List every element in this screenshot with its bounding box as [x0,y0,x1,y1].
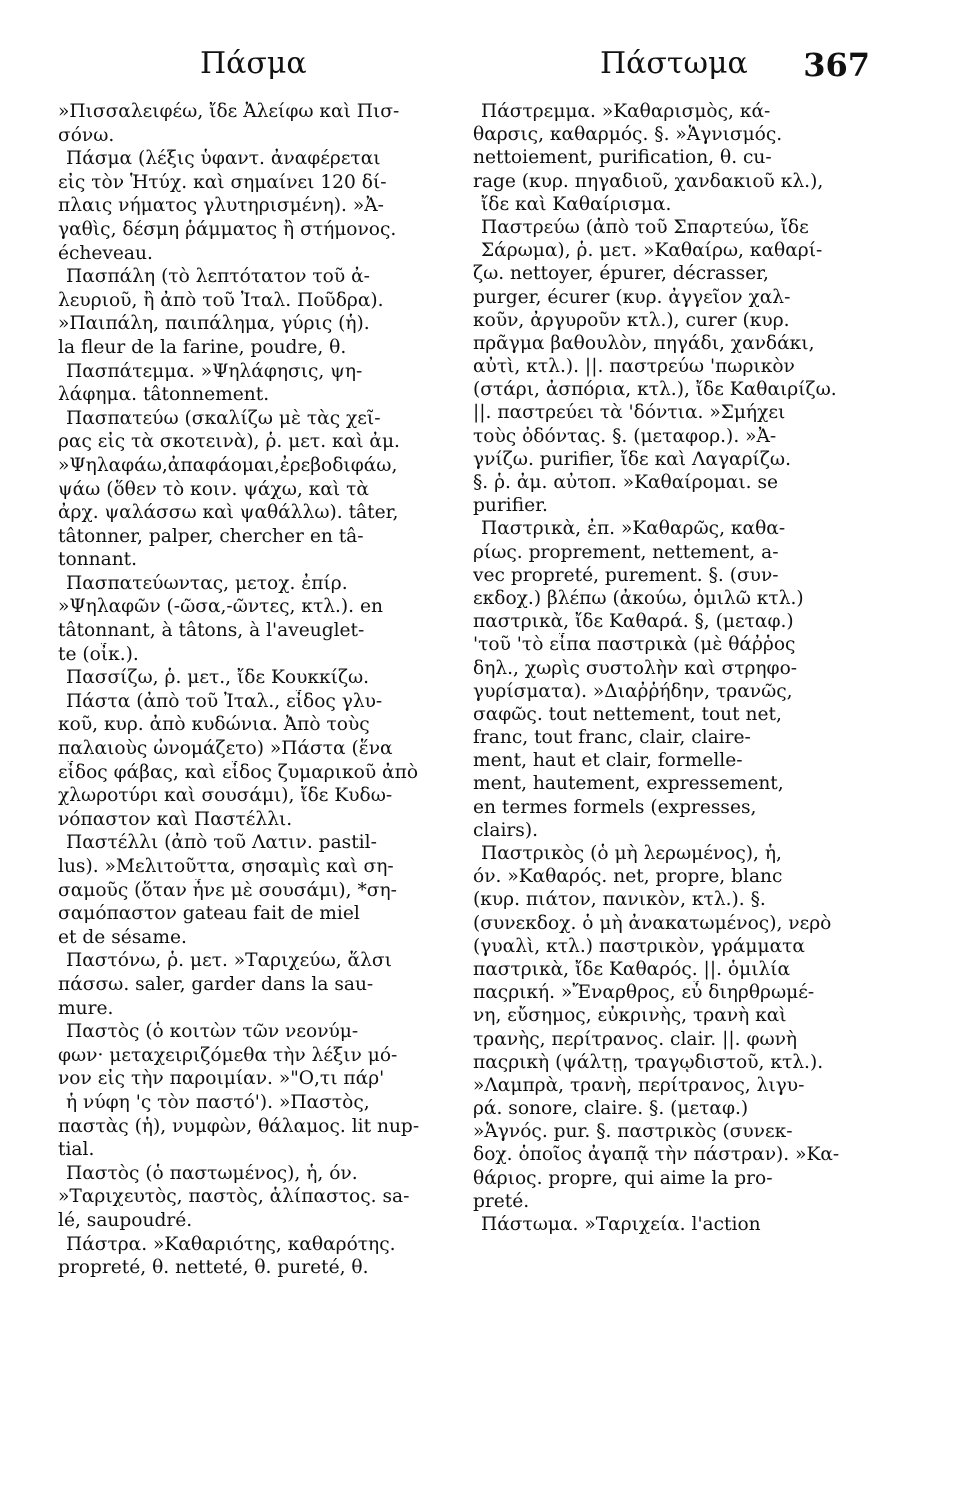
text-line: en termes formels (expresses, [473,796,757,818]
text-line: (γυαλὶ, κτλ.) παστρικὸν, γράμματα [473,935,805,957]
text-line: σόνω. [58,124,115,146]
text-line: γνίζω. purifier, ἴδε καὶ Λαγαρίζω. [473,448,791,470]
text-line: δοχ. ὁποῖος ἀγαπᾷ τὴν πάστραν). »Κα- [473,1144,840,1166]
text-line: rage (κυρ. πηγαδιοῦ, χανδακιοῦ κλ.), [473,170,824,192]
text-line: »Ἁγνός. pur. §. παστρικὸς (συνεκ- [473,1121,793,1143]
text-line: et de sésame. [58,926,187,948]
text-line: παστρικὰ, ἴδε Καθαρά. §, (μεταφ.) [473,611,794,633]
running-head-right: Πάστωμα [600,46,748,81]
text-line: lus). »Μελιτοῦττα, σησαμὶς καὶ ση- [58,856,394,877]
text-line: nettoiement, purification, θ. cu- [473,147,772,169]
text-line: Πάστα (ἀπὸ τοῦ Ἰταλ., εἶδος γλυ- [66,690,383,712]
text-line: (στάρι, ἀσπόρια, κτλ.), ἴδε Καθαιρίζω. [473,379,837,401]
text-line: Πασπάλη (τὸ λεπτότατον τοῦ ἀ- [66,266,370,288]
text-line: παςρική. »Ἔναρθρος, εὖ διηρθρωμέ- [473,982,815,1004]
text-line: σαμοῦς (ὅταν ἦνε μὲ σουσάμι), *ση- [58,879,397,901]
text-line: »Παιπάλη, παιπάλημα, γύρις (ἡ). [58,313,370,335]
text-line: purifier. [473,495,548,517]
text-line: θαρσις, καθαρμός. §. »Ἁγνισμός. [473,124,783,146]
text-line: γαθὶς, δέσμη ῥάμματος ἢ στήμονος. [58,218,397,240]
text-line: πλαις νήματος γλυτηρισμένη). »Ἀ- [58,195,384,217]
text-line: Παστόνω, ῥ. μετ. »Ταριχεύω, ἅλσι [66,950,392,972]
text-line: παστὰς (ἡ), νυμφὼν, θάλαμος. lit nup- [58,1115,420,1137]
text-line: παςρικὴ (ψάλτῃ, τραγῳδιστοῦ, κτλ.). [473,1051,824,1073]
text-line: Σάρωμα), ῥ. μετ. »Καθαίρω, καθαρί- [481,240,823,262]
text-line: πάσσω. saler, garder dans la sau- [58,973,374,995]
text-line: mure. [58,997,114,1019]
text-line: ment, hautement, expressement, [473,773,784,795]
text-line: tial. [58,1139,95,1161]
text-line: νη, εὔσημος, εὐκρινὴς, τρανὴ καὶ [473,1005,787,1027]
text-line: clairs). [473,819,538,841]
text-line: παστρικὰ, ἴδε Καθαρός. ||. ὁμιλία [473,958,791,980]
text-line: ||. παστρεύει τὰ 'δόντια. »Σμήχει [473,402,786,424]
text-line: tonnant. [58,549,138,571]
right-column [473,100,885,1236]
text-line: αὐτὶ, κτλ.). ||. παστρεύω 'πωρικὸν [473,356,795,378]
text-line: Παστὸς (ὁ παστωμένος), ἡ, όν. [66,1162,358,1184]
text-line: la fleur de la farine, poudre, θ. [58,336,347,358]
text-line: χλωροτύρι καὶ σουσάμι), ἴδε Κυδω- [58,785,393,807]
text-line: εἶδος φάβας, καὶ εἶδος ζυμαρικοῦ ἀπὸ [58,761,419,783]
text-line: Παστὸς (ὁ κοιτὼν τῶν νεονύμ- [66,1021,359,1043]
text-line: σαμόπαστον gateau fait de miel [58,903,360,925]
text-line: λευριοῦ, ἢ ἀπὸ τοῦ Ἰταλ. Ποῦδρα). [58,289,384,311]
text-line: (συνεκδοχ. ὁ μὴ ἀνακατωμένος), νερὸ [473,912,832,934]
text-line: preté. [473,1190,530,1212]
text-line: Παστρεύω (ἀπὸ τοῦ Σπαρτεύω, ἴδε [481,216,809,238]
text-line: (κυρ. πιάτον, πανικὸν, κτλ.). §. [473,889,766,911]
text-line: tâtonner, palper, chercher en tâ- [58,525,364,547]
text-line: σαφῶς. tout nettement, tout net, [473,703,782,725]
text-line: Πάστρεμμα. »Καθαρισμὸς, κά- [481,101,771,122]
text-line: ἴδε καὶ Καθαίρισμα. [481,193,672,215]
text-line: εκδοχ.) βλέπω (ἀκούω, ὁμιλῶ κτλ.) [473,587,804,609]
text-line: »Ταριχευτὸς, παστὸς, ἁλίπαστος. sa- [58,1186,410,1208]
text-line: »Πισσαλειφέω, ἴδε Ἀλείφω καὶ Πισ- [58,101,400,122]
text-line: Παστέλλι (ἀπὸ τοῦ Λατιν. pastil- [66,832,377,854]
text-line: Πασπάτεμμα. »Ψηλάφησις, ψη- [66,360,363,382]
text-line: δηλ., χωρὶς συστολὴν καὶ στρηφο- [473,657,798,679]
text-line: λάφημα. tâtonnement. [58,384,270,406]
text-line: »Λαμπρὰ, τρανὴ, περίτρανος, λιγυ- [473,1074,805,1096]
text-line: πρᾶγμα βαθουλὸν, πηγάδι, χανδάκι, [473,332,815,354]
text-line: ψάω (ὅθεν τὸ κοιν. ψάχω, καὶ τὰ [58,478,369,500]
text-line: ἀρχ. ψαλάσσω καὶ ψαθάλλω). tâter, [58,502,399,524]
text-line: φων· μεταχειριζόμεθα τὴν λέξιν μό- [58,1044,398,1066]
text-line: Πάστρα. »Καθαριότης, καθαρότης. [66,1233,396,1255]
text-line: ment, haut et clair, formelle- [473,750,743,772]
text-line: »Ψηλαφάω,ἀπαφάομαι,ἐρεβοδιφάω, [58,454,398,476]
text-line: εἰς τὸν Ἡτύχ. καὶ σημαίνει 120 δί- [58,171,387,193]
text-line: Πάσμα (λέξις ὑφαντ. ἀναφέρεται [66,148,381,170]
text-line: Πασπατεύωντας, μετοχ. ἐπίρ. [66,572,348,594]
text-line: παλαιοὺς ὠνομάζετο) »Πάστα (ἕνα [58,738,393,760]
page-header [70,46,870,96]
text-line: τρανὴς, περίτρανος. clair. ||. φωνὴ [473,1028,798,1050]
text-line: écheveau. [58,242,153,264]
text-line: κοῦν, ἀργυροῦν κτλ.), curer (κυρ. [473,309,790,331]
text-line: propreté, θ. netteté, θ. pureté, θ. [58,1257,369,1279]
left-column [58,100,458,1280]
text-line: ρας εἰς τὰ σκοτεινὰ), ῥ. μετ. καὶ ἀμ. [58,431,400,453]
text-line: κοῦ, κυρ. ἀπὸ κυδώνια. Ἀπὸ τοὺς [58,714,370,736]
text-line: ζω. nettoyer, épurer, décrasser, [473,263,769,285]
running-head-left: Πάσμα [200,46,307,81]
text-line: »Ψηλαφῶν (-ῶσα,-ῶντες, κτλ.). en [58,596,383,618]
text-line: te (οἶκ.). [58,643,139,665]
text-line: tâtonnant, à tâtons, à l'aveuglet- [58,620,365,642]
text-line: τοὺς ὀδόντας. §. (μεταφορ.). »Ἀ- [473,425,777,447]
text-line: ἡ νύφη 'ς τὸν παστό'). »Παστὸς, [66,1091,370,1113]
text-line: γυρίσματα). »Διαῤῥήδην, τρανῶς, [473,680,793,702]
text-line: ρά. sonore, claire. §. (μεταφ.) [473,1098,749,1120]
page-number: 367 [803,46,870,84]
text-line: Πασσίζω, ῥ. μετ., ἴδε Κουκκίζω. [66,667,370,689]
text-line: lé, saupoudré. [58,1209,193,1231]
text-line: vec propreté, purement. §. (συν- [473,564,779,586]
text-line: ρίως. proprement, nettement, a- [473,541,779,563]
text-line: νον εἰς τὴν παροιμίαν. »"Ο,τι πάρ' [58,1068,385,1090]
text-line: θάριος. propre, qui aime la pro- [473,1167,773,1189]
text-line: Παστρικὸς (ὁ μὴ λερωμένος), ἡ, [481,843,782,864]
text-line: purger, écurer (κυρ. ἀγγεῖον χαλ- [473,286,791,308]
text-line: §. ῥ. ἀμ. αὐτοπ. »Καθαίρομαι. se [473,472,778,493]
text-line: Πάστωμα. »Ταριχεία. l'action [481,1214,761,1235]
text-line: Πασπατεύω (σκαλίζω μὲ τὰς χεῖ- [66,407,381,429]
text-line: νόπαστον καὶ Παστέλλι. [58,808,293,830]
text-line: franc, tout franc, clair, claire- [473,727,751,749]
text-line: Παστρικὰ, ἐπ. »Καθαρῶς, καθα- [481,518,786,540]
text-line: 'τοῦ 'τὸ εἶπα παστρικὰ (μὲ θάῤῥος [473,634,796,656]
text-line: όν. »Καθαρός. net, propre, blanc [473,866,783,888]
